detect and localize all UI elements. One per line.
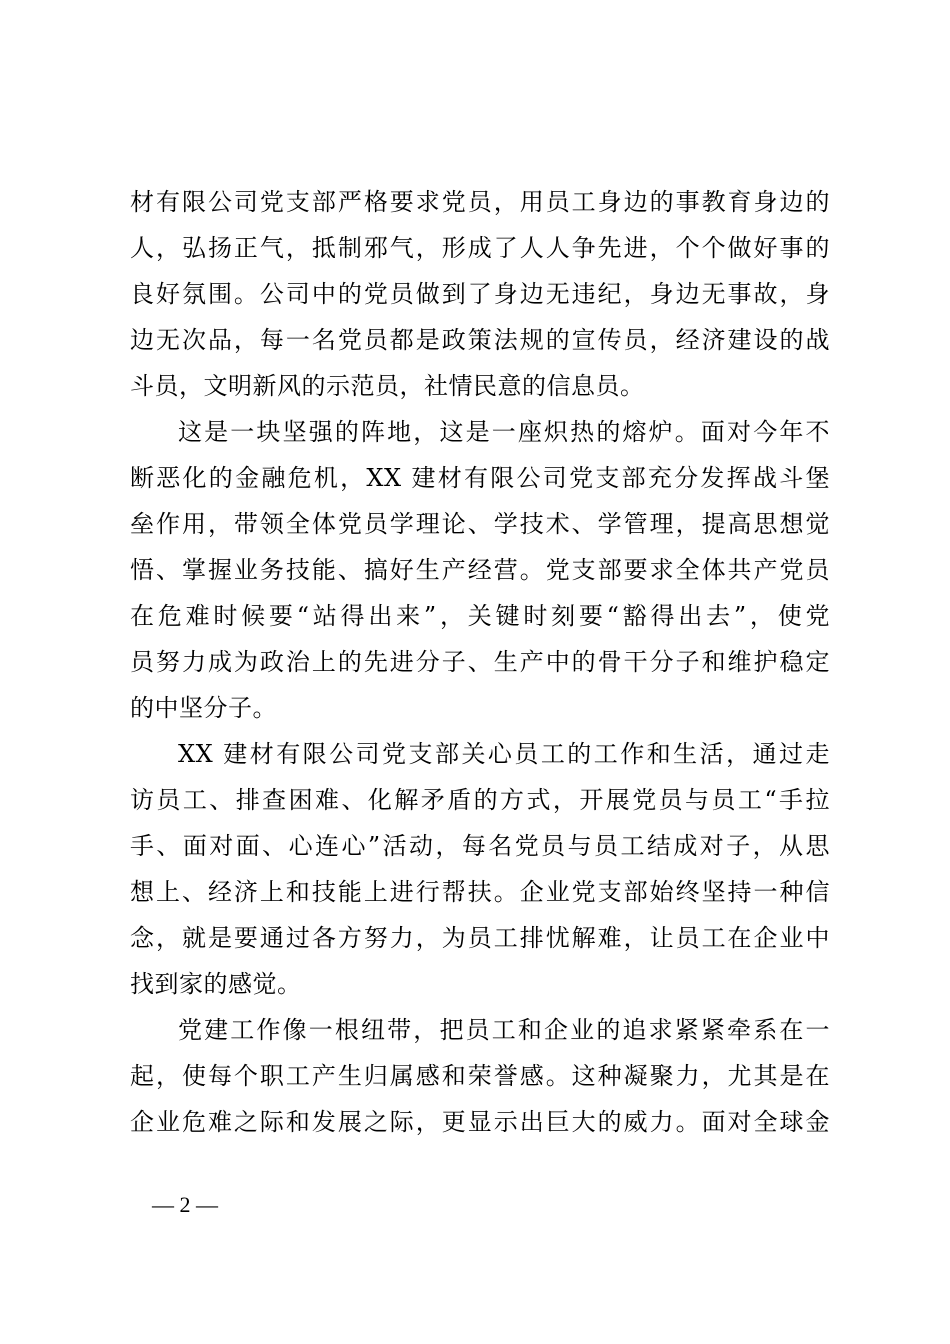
text-line: 党建工作像一根纽带，把员工和企业的追求紧紧牵系在一 [178, 1016, 830, 1044]
page-number: — 2 — [152, 1192, 218, 1217]
text-line: 手、面对面、心连心”活动，每名党员与员工结成对子，从思 [130, 832, 830, 860]
text-line: 材有限公司党支部严格要求党员，用员工身边的事教育身边的 [130, 188, 830, 216]
body-text [130, 179, 830, 1145]
text-line: 起，使每个职工产生归属感和荣誉感。这种凝聚力，尤其是在 [130, 1062, 830, 1090]
text-line: 人，弘扬正气，抵制邪气，形成了人人争先进，个个做好事的 [130, 234, 830, 262]
text-line: 这是一块坚强的阵地，这是一座炽热的熔炉。面对今年不 [178, 418, 830, 446]
text-line: 在危难时候要“站得出来”，关键时刻要“豁得出去”，使党 [130, 602, 830, 630]
text-line: 企业危难之际和发展之际，更显示出巨大的威力。面对全球金 [130, 1108, 830, 1136]
text-line: XX 建材有限公司党支部关心员工的工作和生活，通过走 [178, 740, 830, 768]
text-line: 垒作用，带领全体党员学理论、学技术、学管理，提高思想觉 [130, 510, 830, 538]
text-line: 边无次品，每一名党员都是政策法规的宣传员，经济建设的战 [130, 326, 830, 354]
text-line: 断恶化的金融危机，XX 建材有限公司党支部充分发挥战斗堡 [130, 464, 830, 492]
text-line: 的中坚分子。 [130, 694, 277, 722]
text-line: 良好氛围。公司中的党员做到了身边无违纪，身边无事故，身 [130, 280, 830, 308]
text-line: 斗员，文明新风的示范员，社情民意的信息员。 [130, 372, 645, 400]
text-line: 悟、掌握业务技能、搞好生产经营。党支部要求全体共产党员 [130, 556, 830, 584]
text-line: 想上、经济上和技能上进行帮扶。企业党支部始终坚持一种信 [130, 878, 830, 906]
text-line: 访员工、排查困难、化解矛盾的方式，开展党员与员工“手拉 [130, 786, 830, 814]
text-line: 员努力成为政治上的先进分子、生产中的骨干分子和维护稳定 [130, 648, 830, 676]
text-line: 找到家的感觉。 [130, 970, 302, 998]
text-line: 念，就是要通过各方努力，为员工排忧解难，让员工在企业中 [130, 924, 830, 952]
